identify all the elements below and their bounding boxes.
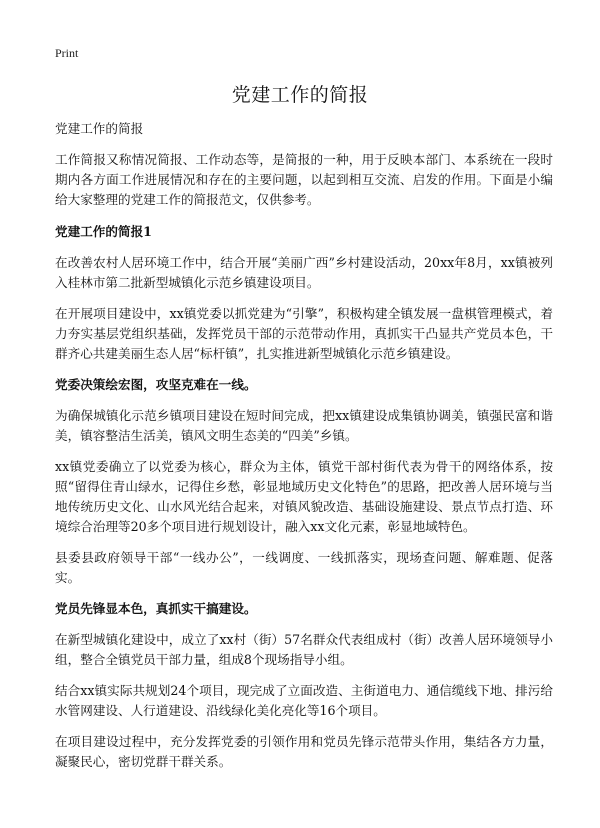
section-2-paragraph: 为确保城镇化示范乡镇项目建设在短时间完成，把xx镇建设成集镇协调美，镇强民富和谐美，镇容整洁生活美，镇风文明生态美的“四美”乡镇。 bbox=[55, 408, 553, 443]
section-2-heading: 党委决策绘宏图，攻坚克难在一线。 bbox=[55, 377, 257, 392]
section-2-paragraph: xx镇党委确立了以党委为核心，群众为主体，镇党干部村街代表为骨干的网络体系，按照“留得住青山绿水，记得住乡愁，彰显地域历史文化特色”的思路，把改善人居环境与当地传统历史文化、山水风光结合起来，对镇风貌改造、基础设施建设、景点节点打造、环境综合治理等20多个项目进行规划设计，融入xx文化元素，彰显地域特色。 bbox=[55, 459, 553, 534]
document-subtitle: 党建工作的简报 bbox=[55, 121, 144, 136]
document-body bbox=[55, 119, 553, 783]
section-3-paragraph: 在新型城镇化建设中，成立了xx村（街）57名群众代表组成村（街）改善人居环境领导小组，整合全镇党员干部力量，组成8个现场指导小组。 bbox=[55, 632, 553, 667]
section-1-paragraph: 在开展项目建设中，xx镇党委以抓党建为“引擎”，积极构建全镇发展一盘棋管理模式，着力夯实基层党组织基础，发挥党员干部的示范带动作用，真抓实干凸显共产党员本色，干群齐心共建美丽生态人居“标杆镇”，扎实推进新型城镇化示范乡镇建设。 bbox=[55, 306, 553, 361]
section-1-paragraph: 在改善农村人居环境工作中，结合开展“美丽广西”乡村建设活动，20xx年8月，xx镇被列入桂林市第二批新型城镇化示范乡镇建设项目。 bbox=[55, 255, 553, 290]
section-3-heading: 党员先锋显本色，真抓实干搞建设。 bbox=[55, 601, 257, 616]
print-label: Print bbox=[55, 46, 79, 60]
section-1-heading: 党建工作的简报1 bbox=[55, 224, 152, 239]
section-3-paragraph: 在项目建设过程中，充分发挥党委的引领作用和党员先锋示范带头作用，集结各方力量，凝聚民心，密切党群干群关系。 bbox=[55, 734, 553, 769]
intro-paragraph: 工作简报又称情况简报、工作动态等，是简报的一种，用于反映本部门、本系统在一段时期内各方面工作进展情况和存在的主要问题，以起到相互交流、启发的作用。下面是小编给大家整理的党建工作的简报范文，仅供参考。 bbox=[55, 152, 553, 207]
page-title: 党建工作的简报 bbox=[231, 84, 369, 106]
section-3-paragraph: 结合xx镇实际共规划24个项目，现完成了立面改造、主街道电力、通信缆线下地、排污给水管网建设、人行道建设、沿线绿化美化亮化等16个项目。 bbox=[55, 683, 553, 718]
section-2-paragraph: 县委县政府领导干部“一线办公”，一线调度、一线抓落实，现场查问题、解难题、促落实。 bbox=[55, 550, 553, 585]
